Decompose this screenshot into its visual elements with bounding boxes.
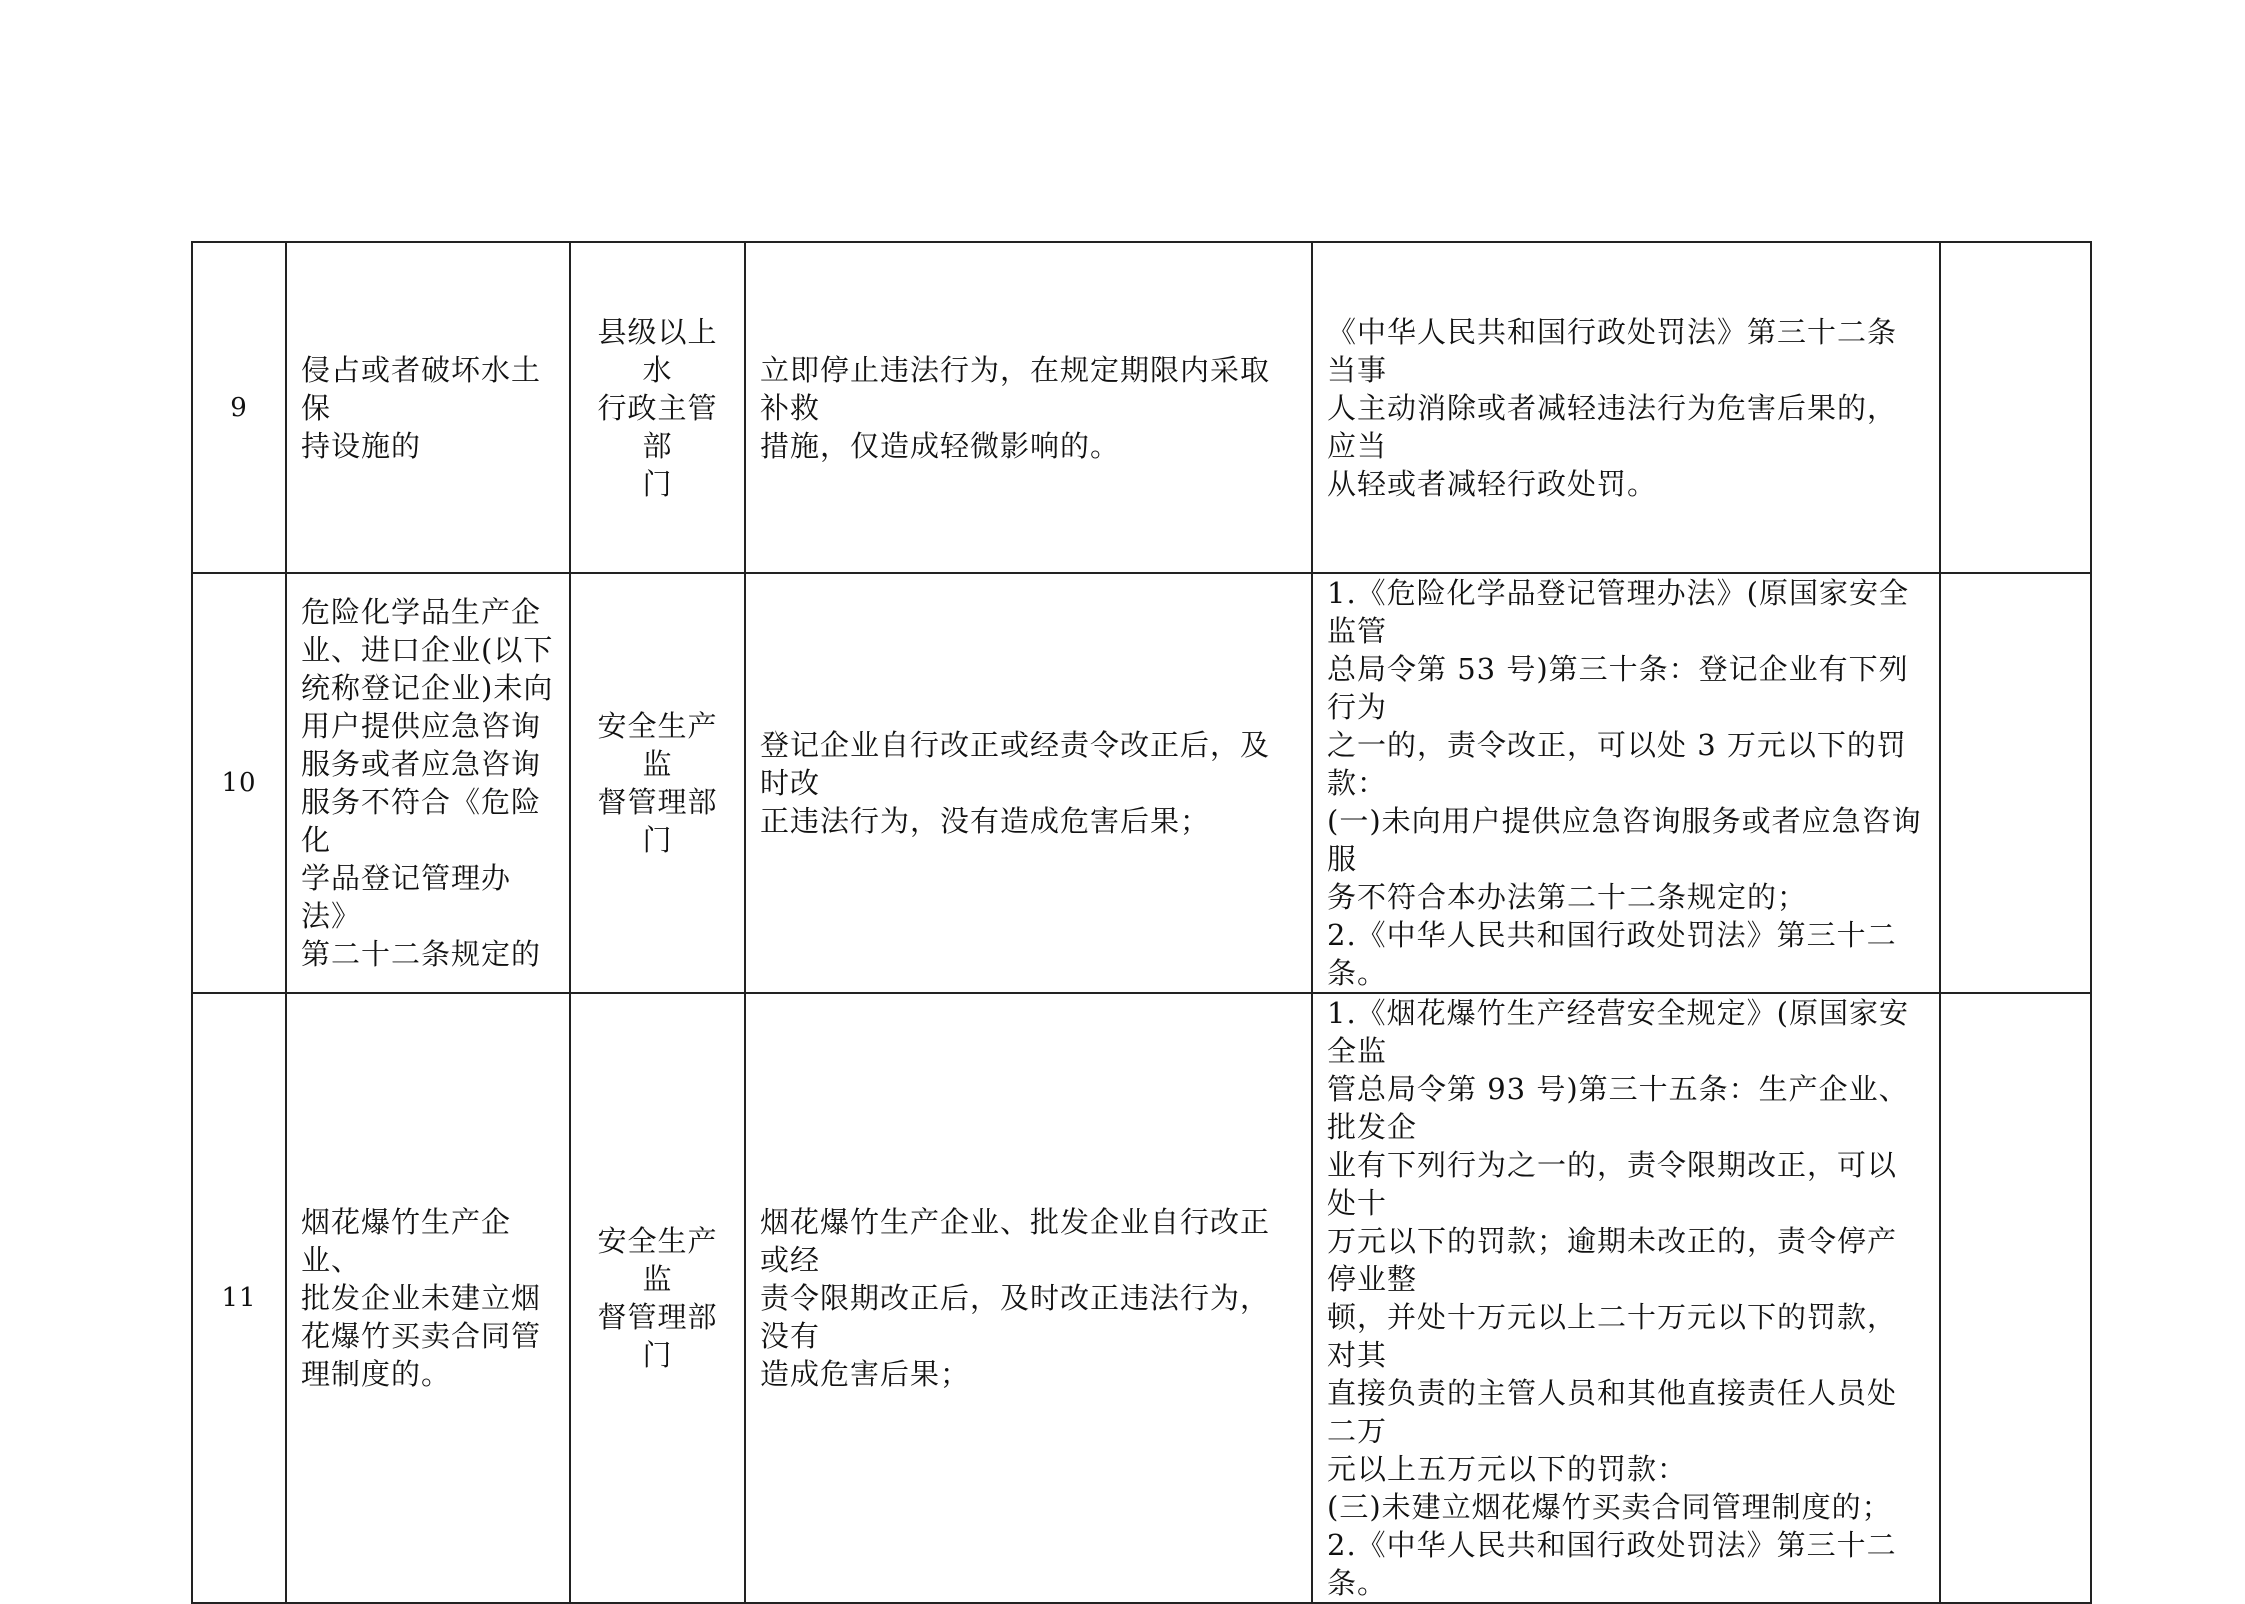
violation-text: 危险化学品生产企 业、进口企业(以下 统称登记企业)未向 用户提供应急咨询 服务或者应急咨询 服务不符合《危险化 学品登记管理办法》 第二十二条规定的 [301,595,554,971]
row-number-cell [192,993,286,1603]
table-row [192,993,2091,1603]
row-number: 9 [230,392,248,423]
row-number-cell [192,573,286,993]
department-text: 安全生产监 督管理部门 [597,1224,718,1372]
violation-text: 烟花爆竹生产企业、 批发企业未建立烟 花爆竹买卖合同管 理制度的。 [301,1205,542,1391]
condition-cell [745,242,1312,573]
violation-cell [286,573,570,993]
condition-text: 登记企业自行改正或经责令改正后，及时改 正违法行为，没有造成危害后果； [760,728,1271,838]
remarks-cell [1940,242,2091,573]
violation-text: 侵占或者破坏水土保 持设施的 [301,352,542,463]
row-number: 10 [221,768,257,798]
legal-basis-text: 《中华人民共和国行政处罚法》第三十二条 当事 人主动消除或者减轻违法行为危害后果的，应当 从轻或者减轻行政处罚。 [1327,314,1898,501]
condition-cell [745,993,1312,1603]
department-cell [570,242,745,573]
legal-basis-text: 1.《烟花爆竹生产经营安全规定》(原国家安全监 管总局令第 93 号)第三十五条：生产企业、批发企 业有下列行为之一的，责令限期改正，可以处十 万元以下的罚款；逾期未改正的，责令停产停业整 顿，并处十万元以上二十万元以下的罚款，对其 直接负责的主管人员和其他直接责任人员处二万 元以上五万元以下的罚款： (三)未建立烟花爆竹买卖合同管理制度的； 2.《中华人民共和国行政处罚法》第三十二条。 [1327,996,1909,1600]
condition-text: 烟花爆竹生产企业、批发企业自行改正或经 责令限期改正后，及时改正违法行为，没有 造成危害后果； [760,1205,1271,1391]
remarks-cell [1940,993,2091,1603]
department-cell [570,573,745,993]
condition-text: 立即停止违法行为，在规定期限内采取补救 措施，仅造成轻微影响的。 [760,352,1271,463]
row-number: 11 [221,1283,257,1313]
violation-cell [286,242,570,573]
table-row [192,242,2091,573]
legal-basis-text: 1.《危险化学品登记管理办法》(原国家安全监管 总局令第 53 号)第三十条：登记企业有下列行为 之一的，责令改正，可以处 3 万元以下的罚款： (一)未向用户提供应急咨询服务或者应急咨询服 务不符合本办法第二十二条规定的； 2.《中华人民共和国行政处罚法》第三十二条。 [1327,576,1922,990]
violation-cell [286,993,570,1603]
penalty-exemption-table [191,241,2092,1604]
department-cell [570,993,745,1603]
legal-basis-cell [1312,993,1940,1603]
remarks-cell [1940,573,2091,993]
table-row [192,573,2091,993]
penalty-table-container [191,241,2078,1604]
department-text: 安全生产监 督管理部门 [597,709,718,857]
row-number-cell [192,242,286,573]
condition-cell [745,573,1312,993]
legal-basis-cell [1312,573,1940,993]
department-text: 县级以上水 行政主管部 门 [597,314,718,501]
legal-basis-cell [1312,242,1940,573]
